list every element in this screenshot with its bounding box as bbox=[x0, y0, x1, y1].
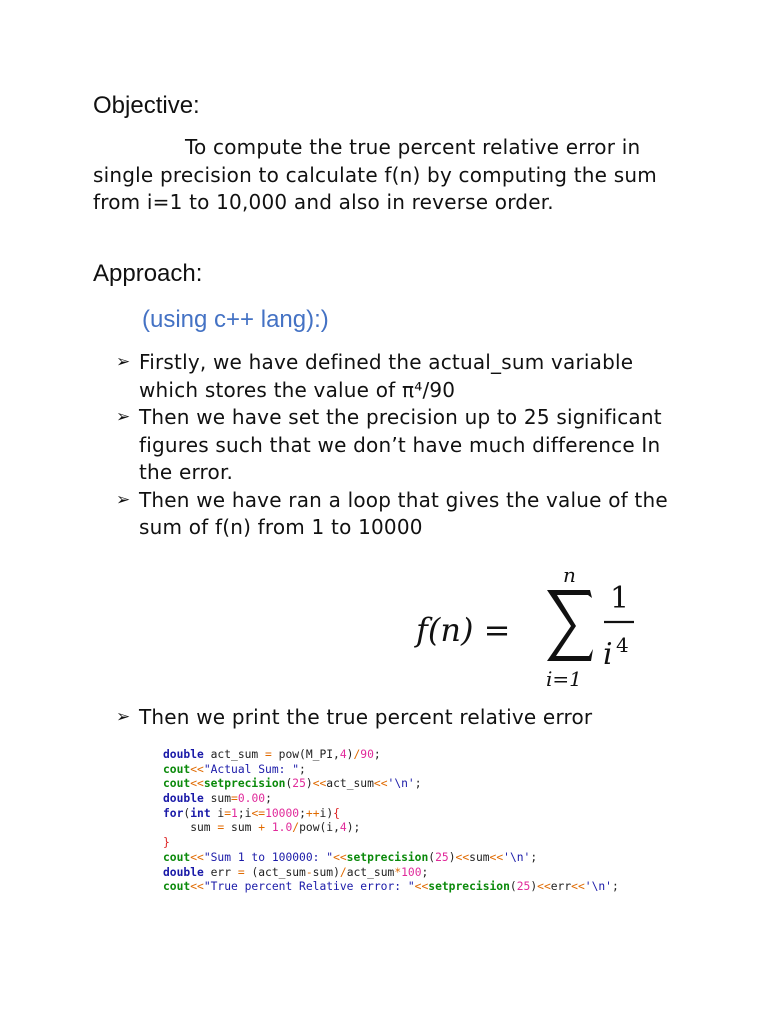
objective-paragraph bbox=[93, 134, 693, 217]
sigma-icon bbox=[547, 590, 593, 661]
objective-text: To compute the true percent relative error in single precision to calculate f(n) by computing the sum from i=1 to 10,000 and also in reverse order. bbox=[93, 135, 657, 214]
arrow-bullet-icon: ➢ bbox=[116, 707, 131, 727]
code-line: double sum=0.00; bbox=[163, 792, 272, 806]
bullet-text: Then we have ran a loop that gives the value of the sum of f(n) from 1 to 10000 bbox=[139, 487, 668, 539]
code-line: } bbox=[163, 836, 170, 850]
bullet-text: Then we print the true percent relative error bbox=[139, 705, 593, 729]
approach-heading: Approach: bbox=[93, 260, 203, 287]
list-item bbox=[116, 704, 696, 732]
sum-formula-image bbox=[410, 560, 650, 690]
formula-numerator: 1 bbox=[610, 581, 630, 616]
code-line: cout<<"Actual Sum: "; bbox=[163, 762, 306, 776]
code-line: double err = (act_sum-sum)/act_sum*100; bbox=[163, 865, 429, 879]
objective-heading: Objective: bbox=[93, 92, 200, 119]
approach-subheading: (using c++ lang):) bbox=[142, 306, 329, 333]
code-line: double act_sum = pow(M_PI,4)/90; bbox=[163, 748, 381, 761]
list-item bbox=[116, 349, 696, 404]
code-line: sum = sum + 1.0/pow(i,4); bbox=[163, 821, 361, 835]
code-line: cout<<"Sum 1 to 100000: "<<setprecision(25)<<sum<<'\n'; bbox=[163, 850, 538, 864]
formula-denominator: i bbox=[603, 637, 613, 672]
arrow-bullet-icon: ➢ bbox=[116, 352, 131, 372]
list-item bbox=[116, 487, 696, 542]
bullet-text: Firstly, we have defined the actual_sum variable which stores the value of π⁴/90 bbox=[139, 350, 634, 402]
formula-lhs: f(n) = bbox=[416, 611, 511, 649]
code-line: cout<<setprecision(25)<<act_sum<<'\n'; bbox=[163, 777, 422, 791]
code-line: for(int i=1;i<=10000;++i){ bbox=[163, 806, 340, 820]
formula-exponent: 4 bbox=[616, 633, 629, 657]
formula-sum-upper: n bbox=[563, 563, 576, 587]
list-item bbox=[116, 404, 696, 487]
code-line: cout<<"True percent Relative error: "<<setprecision(25)<<err<<'\n'; bbox=[163, 880, 619, 894]
formula-sum-lower: i=1 bbox=[546, 667, 582, 690]
approach-bullet-list bbox=[116, 349, 696, 542]
bullet-text: Then we have set the precision up to 25 significant figures such that we don’t have much difference In the error. bbox=[139, 405, 662, 484]
arrow-bullet-icon: ➢ bbox=[116, 489, 131, 510]
arrow-bullet-icon: ➢ bbox=[116, 407, 131, 427]
code-snippet bbox=[163, 748, 619, 895]
